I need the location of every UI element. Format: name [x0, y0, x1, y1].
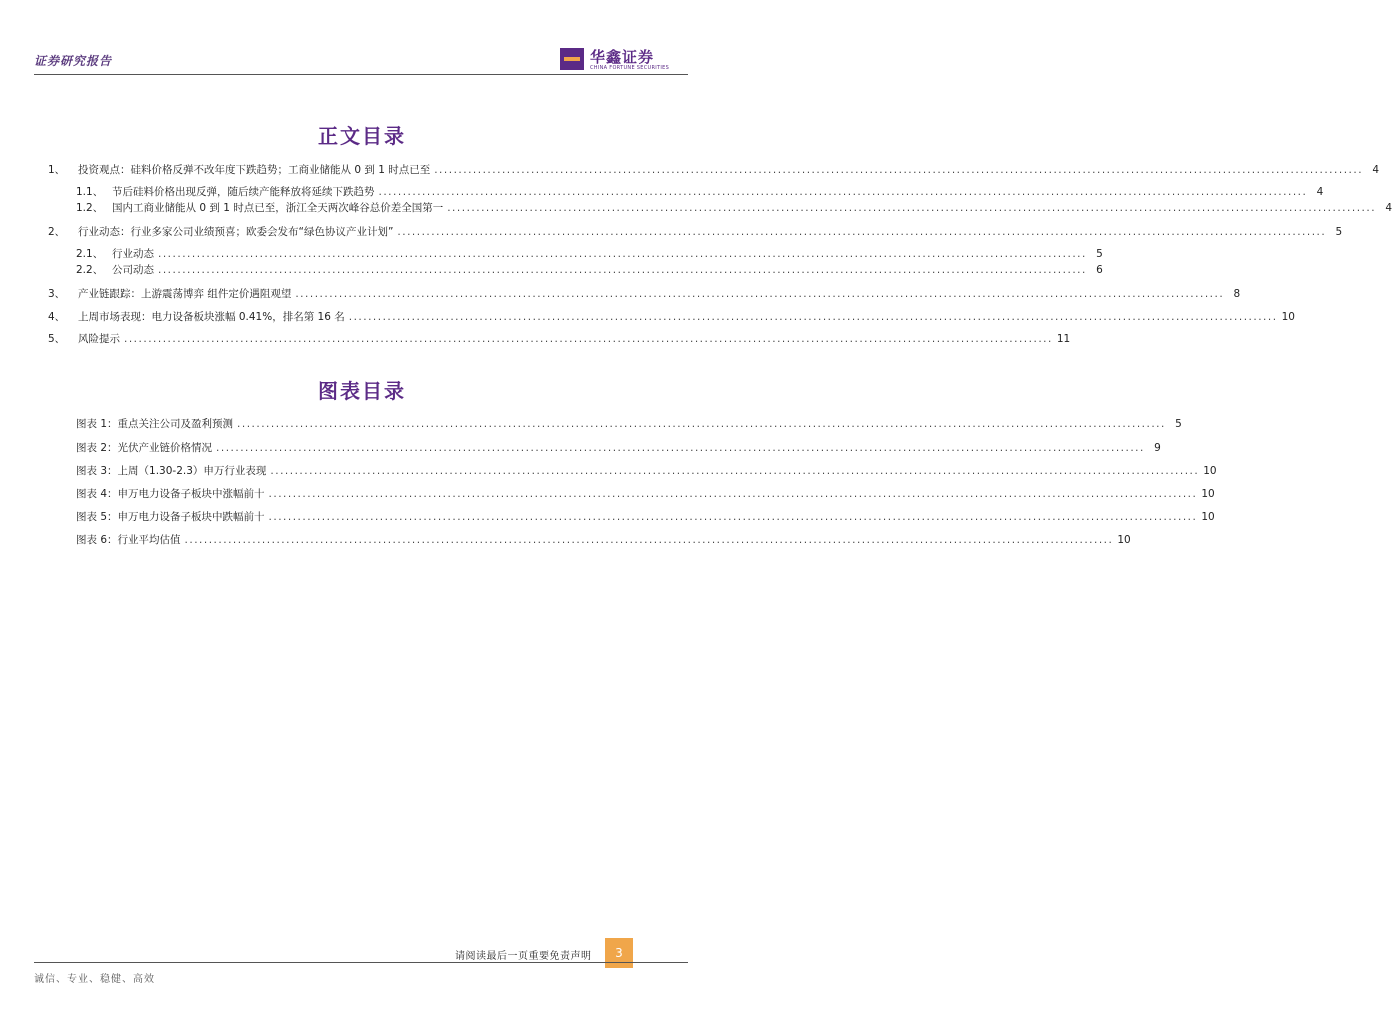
- company-logo: [560, 46, 690, 72]
- toc-item[interactable]: [48, 162, 1380, 178]
- toc-title: 正文目录: [318, 124, 406, 148]
- toc-leader-dots: [158, 264, 1087, 276]
- page-number: 3: [605, 938, 633, 968]
- toc-leader-dots: [269, 488, 1198, 500]
- toc-leader-dots: [216, 442, 1145, 454]
- figure-item-page: 10: [1201, 488, 1215, 500]
- figure-item-text: 申万电力设备子板块中跌幅前十: [117, 511, 265, 523]
- figure-item-text: 申万电力设备子板块中涨幅前十: [117, 488, 265, 500]
- toc-leader-dots: [447, 202, 1376, 214]
- toc-leader-dots: [185, 534, 1114, 546]
- figure-item[interactable]: [76, 416, 1182, 432]
- toc-leader-dots: [434, 164, 1363, 176]
- toc-item-number: 2.2、: [76, 264, 104, 276]
- toc-item[interactable]: [76, 200, 1392, 216]
- toc-item-page: 11: [1056, 333, 1071, 345]
- toc-item-page: 6: [1096, 264, 1103, 276]
- footer-divider: [34, 962, 688, 963]
- figure-item-page: 10: [1203, 465, 1217, 477]
- toc-leader-dots: [349, 311, 1278, 323]
- figure-item-page: 9: [1154, 442, 1161, 454]
- figure-item-label: 图表 2：: [76, 442, 118, 454]
- figure-item-label: 图表 4：: [76, 488, 118, 500]
- figure-item-text: 光伏产业链价格情况: [117, 442, 213, 454]
- figure-item-label: 图表 3：: [76, 465, 118, 477]
- toc-item[interactable]: [76, 246, 1103, 262]
- report-type-label: 证券研究报告: [34, 54, 113, 68]
- toc-leader-dots: [158, 248, 1087, 260]
- toc-leader-dots: [270, 465, 1199, 477]
- toc-item-text: 产业链跟踪：上游震荡博弈 组件定价遇阻观望: [78, 288, 292, 300]
- toc-leader-dots: [124, 333, 1053, 345]
- toc-item-number: 4、: [48, 311, 66, 323]
- toc-item-text: 投资观点：硅料价格反弹不改年度下跌趋势；工商业储能从 0 到 1 时点已至: [78, 164, 431, 176]
- figure-item[interactable]: [76, 509, 1215, 525]
- figure-item-label: 图表 1：: [76, 418, 118, 430]
- figure-item-label: 图表 6：: [76, 534, 118, 546]
- toc-item[interactable]: [76, 184, 1324, 200]
- toc-item-text: 风险提示: [78, 333, 120, 345]
- toc-item-number: 2.1、: [76, 248, 104, 260]
- toc-item-page: 5: [1096, 248, 1103, 260]
- toc-item-number: 1.2、: [76, 202, 104, 214]
- toc-item-page: 8: [1233, 288, 1241, 300]
- toc-item-text: 行业动态: [112, 248, 154, 260]
- figures-title: 图表目录: [318, 379, 406, 403]
- figure-item-page: 10: [1201, 511, 1215, 523]
- figure-item[interactable]: [76, 486, 1215, 502]
- figure-item-page: 10: [1117, 534, 1131, 546]
- figure-item-label: 图表 5：: [76, 511, 118, 523]
- toc-leader-dots: [269, 511, 1198, 523]
- toc-leader-dots: [295, 288, 1224, 300]
- figure-item-text: 重点关注公司及盈利预测: [117, 418, 234, 430]
- toc-leader-dots: [237, 418, 1166, 430]
- toc-item[interactable]: [48, 331, 1071, 347]
- toc-item-number: 5、: [48, 333, 66, 345]
- toc-item-page: 4: [1385, 202, 1392, 214]
- toc-item-number: 1、: [48, 164, 66, 176]
- toc-item-page: 4: [1316, 186, 1324, 198]
- toc-item[interactable]: [48, 224, 1343, 240]
- toc-item-text: 节后硅料价格出现反弹，随后续产能释放将延续下跌趋势: [112, 186, 375, 198]
- toc-item-page: 4: [1372, 164, 1380, 176]
- toc-item-text: 行业动态：行业多家公司业绩预喜；欧委会发布“绿色协议产业计划”: [78, 226, 394, 238]
- toc-item-text: 国内工商业储能从 0 到 1 时点已至，浙江全天两次峰谷总价差全国第一: [112, 202, 444, 214]
- disclaimer-note: 请阅读最后一页重要免责声明: [455, 951, 592, 962]
- toc-item[interactable]: [48, 286, 1241, 302]
- toc-item-text: 上周市场表现：电力设备板块涨幅 0.41%，排名第 16 名: [78, 311, 345, 323]
- toc-item-page: 10: [1281, 311, 1295, 323]
- toc-item-text: 公司动态: [112, 264, 154, 276]
- figure-item-page: 5: [1175, 418, 1182, 430]
- company-motto: 诚信、专业、稳健、高效: [34, 974, 155, 985]
- figure-item-text: 上周（1.30-2.3）申万行业表现: [117, 465, 267, 477]
- toc-item-number: 1.1、: [76, 186, 104, 198]
- logo-mark-icon: [560, 48, 584, 70]
- toc-item-page: 5: [1335, 226, 1343, 238]
- toc-item-number: 3、: [48, 288, 66, 300]
- figure-item[interactable]: [76, 463, 1217, 479]
- header-divider: [34, 74, 688, 75]
- toc-item-number: 2、: [48, 226, 66, 238]
- toc-leader-dots: [397, 226, 1326, 238]
- logo-chinese-name: 华鑫证券: [590, 48, 655, 66]
- figure-item[interactable]: [76, 440, 1161, 456]
- toc-leader-dots: [379, 186, 1308, 198]
- logo-english-name: CHINA FORTUNE SECURITIES: [590, 65, 670, 71]
- figure-item[interactable]: [76, 532, 1131, 548]
- toc-item[interactable]: [76, 262, 1103, 278]
- toc-item[interactable]: [48, 309, 1295, 325]
- figure-item-text: 行业平均估值: [117, 534, 181, 546]
